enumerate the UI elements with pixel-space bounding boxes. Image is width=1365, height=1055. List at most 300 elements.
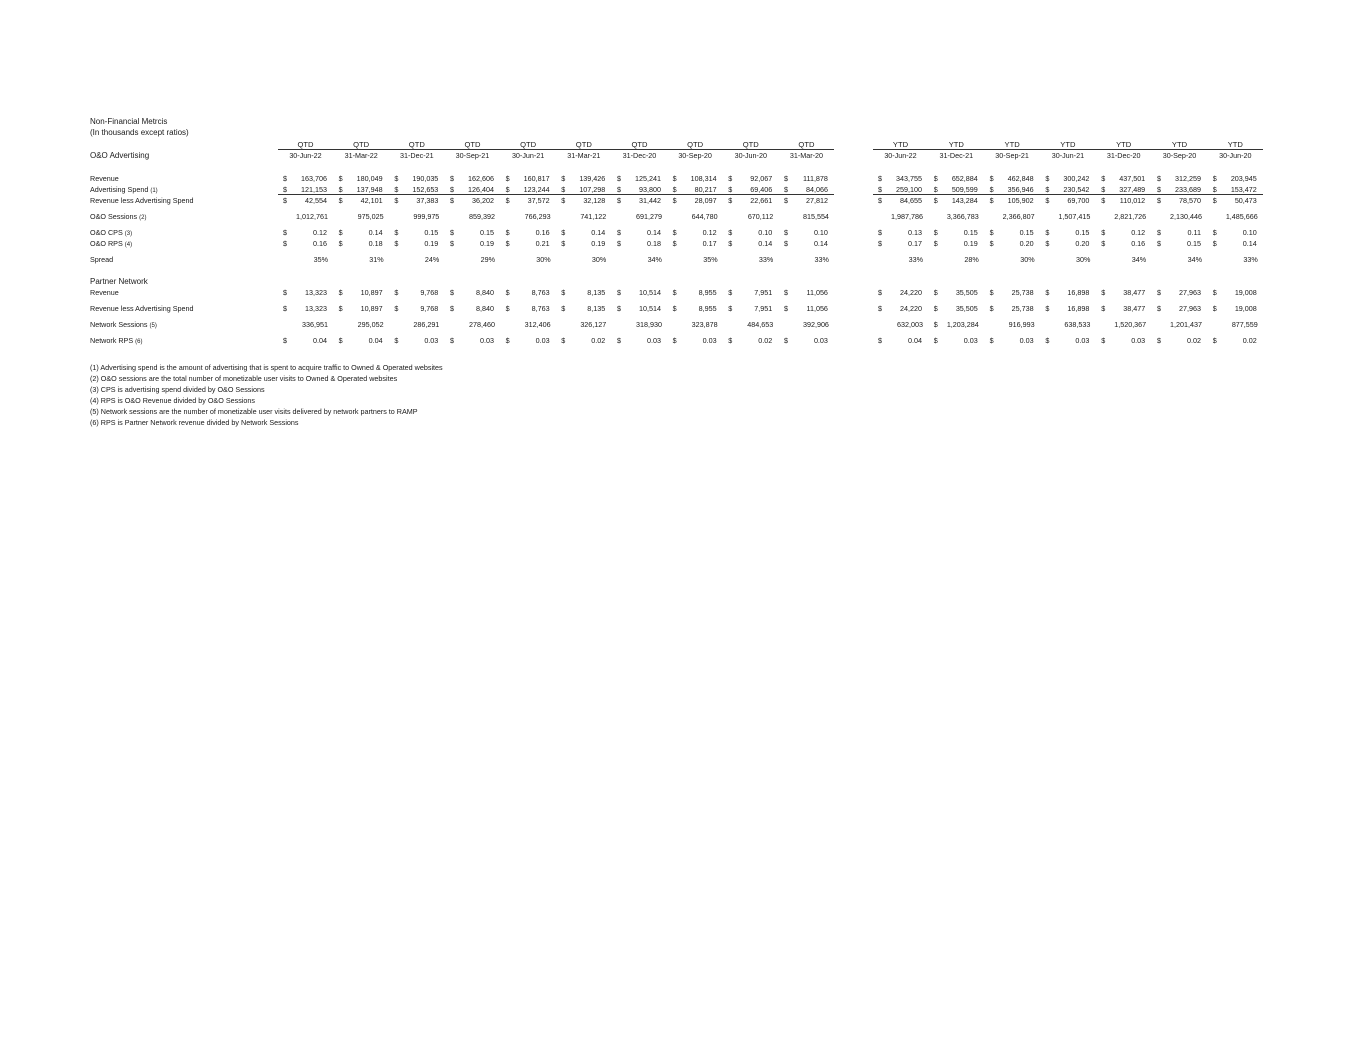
dollar-sign: $ [283, 174, 287, 183]
dollar-sign: $ [394, 228, 399, 237]
dollar-sign: $ [283, 304, 287, 313]
qtd-value: 0.19 [591, 239, 606, 248]
qtd-value: 0.03 [479, 336, 494, 345]
dollar-sign: $ [989, 239, 994, 248]
qtd-value: 295,052 [357, 320, 384, 329]
qtd-value: 278,460 [468, 320, 495, 329]
footnote-1: (1) Advertising spend is the amount of advertising that is spent to acquire traffic to Owned & Operated websites [90, 363, 443, 372]
ytd-value: 143,284 [951, 196, 978, 205]
report-subtitle: (In thousands except ratios) [90, 128, 189, 137]
dollar-sign: $ [283, 288, 287, 297]
dollar-sign: $ [505, 228, 510, 237]
qtd-value: 670,112 [747, 212, 774, 221]
ytd-value: 69,700 [1067, 196, 1090, 205]
dollar-sign: $ [1212, 185, 1217, 194]
dollar-sign: $ [505, 288, 510, 297]
qtd-value: 8,955 [698, 304, 717, 313]
dollar-sign: $ [1157, 304, 1161, 313]
qtd-value: 8,135 [587, 304, 606, 313]
ytd-value: 0.15 [963, 228, 978, 237]
dollar-sign: $ [616, 239, 621, 248]
dollar-sign: $ [989, 304, 994, 313]
qtd-value: 0.14 [813, 239, 828, 248]
dollar-sign: $ [1101, 228, 1106, 237]
dollar-sign: $ [989, 228, 994, 237]
qtd-value: 24% [424, 255, 440, 264]
row-label: O&O CPS (3) [90, 228, 133, 237]
dollar-sign: $ [505, 304, 510, 313]
dollar-sign: $ [561, 196, 566, 205]
dollar-sign: $ [616, 336, 621, 345]
dollar-sign: $ [561, 228, 566, 237]
qtd-header-label: QTD [353, 140, 370, 149]
dollar-sign: $ [1045, 185, 1050, 194]
qtd-value: 29% [480, 255, 495, 264]
qtd-value: 10,897 [360, 288, 383, 297]
qtd-value: 80,217 [694, 185, 717, 194]
dollar-sign: $ [728, 174, 733, 183]
qtd-value: 0.18 [646, 239, 661, 248]
dollar-sign: $ [449, 196, 454, 205]
qtd-value: 162,606 [467, 174, 494, 183]
qtd-value: 0.21 [535, 239, 550, 248]
qtd-value: 741,122 [580, 212, 607, 221]
ytd-value: 1,520,367 [1114, 320, 1147, 329]
dollar-sign: $ [1212, 304, 1217, 313]
qtd-value: 84,066 [805, 185, 828, 194]
dollar-sign: $ [616, 288, 621, 297]
row-label: Revenue [90, 288, 119, 297]
ytd-value: 19,008 [1234, 304, 1257, 313]
ytd-header-rule [873, 149, 1263, 150]
dollar-sign: $ [878, 196, 882, 205]
ytd-value: 110,012 [1119, 196, 1146, 205]
qtd-value: 318,930 [635, 320, 662, 329]
ytd-value: 327,489 [1119, 185, 1146, 194]
ytd-value: 34% [1131, 255, 1147, 264]
footnote-2: (2) O&O sessions are the total number of monetizable user visits to Owned & Operated websites [90, 374, 398, 384]
qtd-value: 0.14 [591, 228, 606, 237]
dollar-sign: $ [933, 304, 938, 313]
dollar-sign: $ [878, 228, 882, 237]
dollar-sign: $ [1045, 228, 1050, 237]
footnote-5: (5) Network sessions are the number of monetizable user visits delivered by network partners to RAMP [90, 407, 418, 417]
ytd-value: 462,848 [1007, 174, 1034, 183]
qtd-value: 125,241 [634, 174, 661, 183]
dollar-sign: $ [783, 228, 788, 237]
qtd-value: 31% [369, 255, 384, 264]
qtd-value: 36,202 [471, 196, 494, 205]
ytd-value: 3,366,783 [946, 212, 979, 221]
ytd-value: 2,821,726 [1114, 212, 1147, 221]
dollar-sign: $ [672, 228, 677, 237]
qtd-value: 392,906 [802, 320, 829, 329]
qtd-header-date: 31-Dec-21 [400, 151, 434, 160]
qtd-header-date: 30-Sep-21 [455, 151, 490, 160]
dollar-sign: $ [338, 288, 343, 297]
ytd-value: 35,505 [955, 304, 978, 313]
qtd-value: 92,067 [750, 174, 773, 183]
dollar-sign: $ [728, 185, 733, 194]
dollar-sign: $ [449, 288, 454, 297]
dollar-sign: $ [394, 288, 399, 297]
dollar-sign: $ [449, 304, 454, 313]
qtd-value: 11,056 [806, 304, 828, 313]
qtd-header-date: 31-Dec-20 [622, 151, 657, 160]
ytd-value: 25,738 [1011, 304, 1034, 313]
qtd-value: 0.18 [368, 239, 383, 248]
dollar-sign: $ [1101, 336, 1106, 345]
ytd-value: 153,472 [1230, 185, 1257, 194]
qtd-value: 126,404 [467, 185, 494, 194]
qtd-value: 0.03 [646, 336, 661, 345]
ytd-value: 0.14 [1242, 239, 1257, 248]
dollar-sign: $ [616, 196, 621, 205]
dollar-sign: $ [933, 196, 938, 205]
dollar-sign: $ [989, 185, 994, 194]
dollar-sign: $ [616, 174, 621, 183]
qtd-value: 8,955 [698, 288, 717, 297]
dollar-sign: $ [505, 185, 510, 194]
ytd-value: 0.02 [1187, 336, 1201, 345]
qtd-value: 766,293 [524, 212, 551, 221]
dollar-sign: $ [1045, 239, 1050, 248]
qtd-value: 336,951 [302, 320, 328, 329]
dollar-sign: $ [338, 174, 343, 183]
dollar-sign: $ [449, 228, 454, 237]
qtd-value: 0.02 [591, 336, 606, 345]
dollar-sign: $ [1101, 185, 1106, 194]
qtd-value: 8,135 [587, 288, 606, 297]
ytd-value: 78,570 [1179, 196, 1201, 205]
dollar-sign: $ [1045, 336, 1050, 345]
dollar-sign: $ [505, 239, 510, 248]
ytd-header-label: YTD [1116, 140, 1132, 149]
ytd-value: 1,201,437 [1170, 320, 1202, 329]
row-footnote-ref: (6) [135, 339, 143, 345]
ytd-value: 356,946 [1007, 185, 1034, 194]
ytd-header-date: 31-Dec-20 [1106, 151, 1141, 160]
qtd-header-label: QTD [742, 140, 759, 149]
qtd-header-date: 30-Jun-20 [734, 151, 767, 160]
ytd-value: 1,203,284 [946, 320, 979, 329]
dollar-sign: $ [283, 196, 287, 205]
ytd-value: 33% [1243, 255, 1258, 264]
ytd-value: 632,003 [897, 320, 923, 329]
qtd-value: 0.19 [424, 239, 439, 248]
qtd-value: 0.10 [813, 228, 828, 237]
dollar-sign: $ [1157, 288, 1161, 297]
row-label: O&O Sessions (2) [90, 212, 147, 221]
dollar-sign: $ [728, 239, 733, 248]
ytd-value: 27,963 [1179, 304, 1201, 313]
qtd-value: 0.16 [535, 228, 550, 237]
dollar-sign: $ [338, 304, 343, 313]
dollar-sign: $ [728, 336, 733, 345]
ytd-value: 0.15 [1019, 228, 1034, 237]
qtd-value: 0.04 [313, 336, 327, 345]
qtd-value: 42,101 [360, 196, 383, 205]
ytd-value: 34% [1187, 255, 1202, 264]
ytd-value: 0.15 [1187, 239, 1201, 248]
dollar-sign: $ [989, 336, 994, 345]
ytd-value: 2,130,446 [1170, 212, 1202, 221]
dollar-sign: $ [1212, 336, 1217, 345]
dollar-sign: $ [933, 320, 938, 329]
dollar-sign: $ [449, 174, 454, 183]
dollar-sign: $ [783, 336, 788, 345]
qtd-header-label: QTD [631, 140, 648, 149]
dollar-sign: $ [1157, 185, 1161, 194]
dollar-sign: $ [672, 239, 677, 248]
qtd-subtotal-rule [278, 194, 834, 195]
ytd-value: 0.15 [1075, 228, 1090, 237]
dollar-sign: $ [616, 228, 621, 237]
row-label: Spread [90, 255, 114, 264]
dollar-sign: $ [728, 196, 733, 205]
ytd-value: 638,533 [1064, 320, 1091, 329]
qtd-value: 137,948 [356, 185, 383, 194]
ytd-value: 25,738 [1011, 288, 1034, 297]
footnote-6: (6) RPS is Partner Network revenue divided by Network Sessions [90, 418, 299, 428]
qtd-value: 22,661 [750, 196, 773, 205]
dollar-sign: $ [1045, 196, 1050, 205]
qtd-value: 0.14 [646, 228, 661, 237]
dollar-sign: $ [1101, 239, 1106, 248]
dollar-sign: $ [283, 239, 287, 248]
qtd-value: 8,840 [475, 288, 494, 297]
row-label: O&O RPS (4) [90, 239, 133, 248]
ytd-value: 30% [1076, 255, 1091, 264]
qtd-value: 190,035 [412, 174, 439, 183]
ytd-header-date: 30-Jun-22 [884, 151, 917, 160]
ytd-value: 27,963 [1179, 288, 1201, 297]
qtd-value: 484,653 [747, 320, 774, 329]
dollar-sign: $ [561, 304, 566, 313]
dollar-sign: $ [1157, 174, 1161, 183]
dollar-sign: $ [1101, 196, 1106, 205]
qtd-value: 8,763 [531, 304, 550, 313]
qtd-header-date: 31-Mar-21 [567, 151, 601, 160]
qtd-value: 0.03 [702, 336, 717, 345]
qtd-value: 121,153 [301, 185, 327, 194]
dollar-sign: $ [616, 304, 621, 313]
qtd-value: 8,840 [475, 304, 494, 313]
ytd-value: 38,477 [1123, 304, 1146, 313]
ytd-value: 1,507,415 [1058, 212, 1091, 221]
ytd-value: 1,485,666 [1225, 212, 1258, 221]
ytd-value: 0.11 [1187, 228, 1201, 237]
qtd-value: 0.03 [813, 336, 828, 345]
qtd-value: 13,323 [305, 288, 327, 297]
qtd-value: 10,514 [638, 304, 661, 313]
dollar-sign: $ [394, 196, 399, 205]
dollar-sign: $ [1045, 304, 1050, 313]
dollar-sign: $ [933, 239, 938, 248]
qtd-header-date: 30-Sep-20 [678, 151, 712, 160]
ytd-value: 259,100 [896, 185, 922, 194]
qtd-value: 69,406 [750, 185, 773, 194]
dollar-sign: $ [878, 239, 882, 248]
dollar-sign: $ [1157, 228, 1161, 237]
qtd-value: 123,244 [523, 185, 550, 194]
qtd-header-date: 31-Mar-22 [344, 151, 378, 160]
dollar-sign: $ [505, 174, 510, 183]
ytd-value: 19,008 [1234, 288, 1257, 297]
qtd-value: 31,442 [638, 196, 661, 205]
report-title: Non-Financial Metrcis [90, 117, 168, 126]
ytd-value: 652,884 [951, 174, 978, 183]
dollar-sign: $ [783, 304, 788, 313]
dollar-sign: $ [1212, 288, 1217, 297]
dollar-sign: $ [672, 336, 677, 345]
qtd-value: 30% [591, 255, 607, 264]
qtd-header-label: QTD [687, 140, 704, 149]
dollar-sign: $ [989, 174, 994, 183]
dollar-sign: $ [1101, 174, 1106, 183]
row-label: Revenue less Advertising Spend [90, 304, 194, 313]
dollar-sign: $ [783, 185, 788, 194]
ytd-value: 0.19 [963, 239, 978, 248]
ytd-header-date: 30-Sep-20 [1162, 151, 1197, 160]
qtd-value: 1,012,761 [296, 212, 328, 221]
row-footnote-ref: (2) [139, 215, 147, 221]
ytd-header-label: YTD [1060, 140, 1076, 149]
row-label: Network RPS (6) [90, 336, 143, 345]
ytd-value: 0.17 [908, 239, 922, 248]
ytd-value: 1,987,786 [891, 212, 923, 221]
ytd-header-date: 30-Sep-21 [995, 151, 1029, 160]
dollar-sign: $ [1157, 196, 1161, 205]
dollar-sign: $ [394, 174, 399, 183]
ytd-value: 877,559 [1231, 320, 1258, 329]
qtd-value: 815,554 [802, 212, 829, 221]
qtd-value: 93,800 [638, 185, 661, 194]
ytd-value: 343,755 [896, 174, 922, 183]
qtd-value: 160,817 [523, 174, 550, 183]
ytd-value: 0.03 [1019, 336, 1034, 345]
dollar-sign: $ [878, 336, 882, 345]
qtd-value: 0.17 [702, 239, 717, 248]
ytd-value: 0.03 [963, 336, 978, 345]
dollar-sign: $ [933, 336, 938, 345]
ytd-value: 509,599 [951, 185, 978, 194]
qtd-value: 33% [758, 255, 774, 264]
dollar-sign: $ [505, 196, 510, 205]
dollar-sign: $ [878, 185, 882, 194]
dollar-sign: $ [672, 304, 677, 313]
qtd-header-date: 31-Mar-20 [789, 151, 824, 160]
dollar-sign: $ [1212, 239, 1217, 248]
qtd-value: 180,049 [356, 174, 383, 183]
qtd-value: 9,768 [420, 288, 439, 297]
dollar-sign: $ [783, 196, 788, 205]
ytd-value: 50,473 [1234, 196, 1257, 205]
dollar-sign: $ [1045, 288, 1050, 297]
dollar-sign: $ [878, 304, 882, 313]
qtd-value: 0.15 [424, 228, 439, 237]
dollar-sign: $ [394, 336, 399, 345]
dollar-sign: $ [449, 239, 454, 248]
dollar-sign: $ [505, 336, 510, 345]
qtd-value: 10,514 [638, 288, 661, 297]
qtd-value: 11,056 [806, 288, 828, 297]
row-label: Network Sessions (5) [90, 320, 157, 329]
row-label: Advertising Spend (1) [90, 185, 158, 194]
qtd-value: 0.03 [424, 336, 439, 345]
ytd-header-label: YTD [1227, 140, 1243, 149]
ytd-value: 16,898 [1067, 288, 1090, 297]
dollar-sign: $ [394, 239, 399, 248]
qtd-value: 13,323 [305, 304, 327, 313]
qtd-value: 42,554 [305, 196, 327, 205]
qtd-value: 152,653 [412, 185, 439, 194]
qtd-value: 0.02 [758, 336, 773, 345]
dollar-sign: $ [449, 336, 454, 345]
qtd-header-label: QTD [464, 140, 481, 149]
ytd-value: 0.16 [1131, 239, 1146, 248]
dollar-sign: $ [338, 239, 343, 248]
qtd-header-label: QTD [798, 140, 815, 149]
dollar-sign: $ [933, 174, 938, 183]
section-oo-advertising-title: O&O Advertising [90, 151, 150, 160]
dollar-sign: $ [989, 196, 994, 205]
ytd-header-date: 31-Dec-21 [939, 151, 974, 160]
dollar-sign: $ [878, 174, 882, 183]
qtd-value: 0.19 [479, 239, 494, 248]
ytd-value: 84,655 [900, 196, 922, 205]
ytd-value: 312,259 [1175, 174, 1201, 183]
dollar-sign: $ [1045, 174, 1050, 183]
dollar-sign: $ [338, 185, 343, 194]
qtd-header-label: QTD [575, 140, 592, 149]
ytd-value: 0.20 [1019, 239, 1034, 248]
dollar-sign: $ [616, 185, 621, 194]
ytd-value: 300,242 [1063, 174, 1090, 183]
qtd-value: 975,025 [357, 212, 384, 221]
dollar-sign: $ [561, 288, 566, 297]
ytd-value: 437,501 [1119, 174, 1146, 183]
qtd-value: 0.12 [702, 228, 717, 237]
dollar-sign: $ [338, 336, 343, 345]
ytd-header-label: YTD [1171, 140, 1188, 149]
dollar-sign: $ [672, 174, 677, 183]
qtd-value: 326,127 [580, 320, 607, 329]
qtd-value: 999,975 [413, 212, 440, 221]
row-footnote-ref: (3) [124, 231, 133, 237]
dollar-sign: $ [283, 336, 287, 345]
qtd-header-date: 30-Jun-22 [289, 151, 322, 160]
dollar-sign: $ [728, 304, 733, 313]
dollar-sign: $ [338, 228, 343, 237]
dollar-sign: $ [728, 228, 733, 237]
dollar-sign: $ [728, 288, 733, 297]
qtd-value: 107,298 [579, 185, 606, 194]
ytd-value: 230,542 [1063, 185, 1090, 194]
ytd-value: 203,945 [1230, 174, 1257, 183]
footnote-4: (4) RPS is O&O Revenue divided by O&O Sessions [90, 396, 255, 406]
qtd-value: 0.03 [535, 336, 550, 345]
dollar-sign: $ [672, 196, 677, 205]
ytd-value: 28% [964, 255, 979, 264]
dollar-sign: $ [1157, 336, 1161, 345]
dollar-sign: $ [394, 185, 399, 194]
ytd-subtotal-rule [873, 194, 1263, 195]
ytd-header-date: 30-Jun-20 [1219, 151, 1252, 160]
qtd-value: 35% [703, 255, 718, 264]
dollar-sign: $ [933, 288, 938, 297]
dollar-sign: $ [783, 288, 788, 297]
